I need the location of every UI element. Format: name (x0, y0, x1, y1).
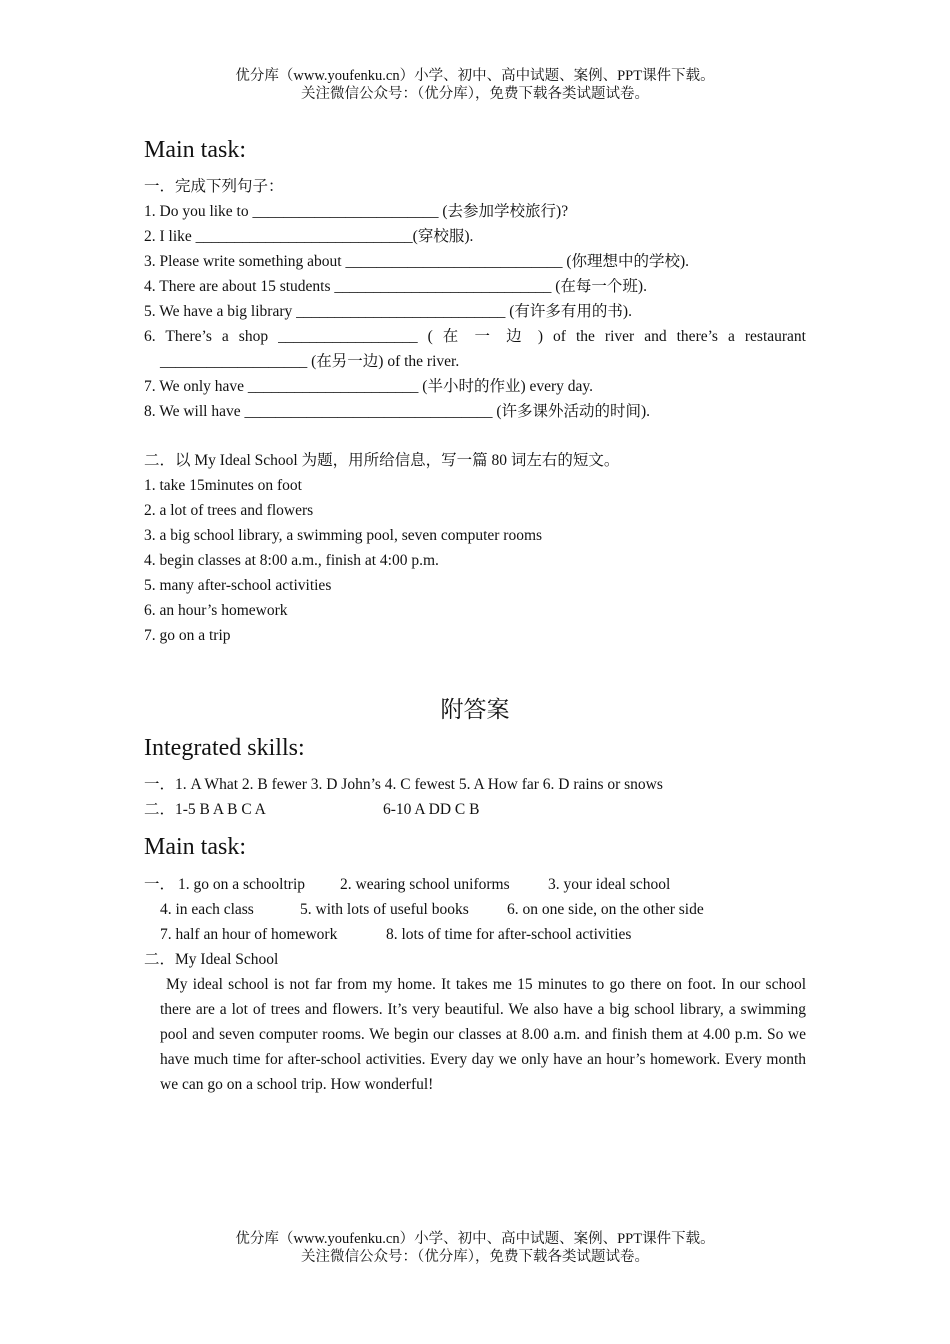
answers-main-task-title: Main task: (144, 834, 246, 860)
answers-part1-label: 一． (144, 876, 176, 893)
footer-line-2: 关注微信公众号：（优分库），免费下载各类试题试卷。 (301, 1249, 649, 1265)
part2-item: 6. an hour’s homework (144, 602, 288, 619)
model-essay: My ideal school is not far from my home. It takes me 15 minutes to go there on foot. In our school there are a lot of trees and flowers. It’s very beautiful. We also have a big school library, a swimming pool and seven computer rooms. We begin our classes at 8.00 a.m. and finish them at 4.00 p.m. So we have much time for after-school activities. Every day we only have an hour’s homework. Every month we can go on a school trip. How wonderful! (160, 976, 806, 1093)
part2-item: 3. a big school library, a swimming pool, seven computer rooms (144, 527, 543, 544)
answer-item: 3. your ideal school (548, 876, 671, 893)
answer-item: 7. half an hour of homework (160, 926, 338, 943)
part1-item: 2. I like ____________________________(穿校服). (144, 228, 474, 245)
part1-item: 5. We have a big library ___________________________ (有许多有用的书). (144, 303, 632, 320)
answers-part1-row (144, 875, 671, 895)
page-footer (0, 1230, 950, 1266)
part1-item: 3. Please write something about ____________________________ (你理想中的学校). (144, 253, 690, 270)
part2-item: 4. begin classes at 8:00 a.m., finish at 4:00 p.m. (144, 552, 439, 569)
answers-title: 附答案 (440, 697, 510, 722)
part1-item: 7. We only have ______________________ (半小时的作业) every day. (144, 378, 594, 395)
answer-item: 6. on one side, on the other side (507, 901, 704, 918)
integrated-answers-2 (144, 800, 480, 820)
part2-item: 1. take 15minutes on foot (144, 477, 302, 494)
part1-item: 8. We will have ________________________________ (许多课外活动的时间). (144, 403, 651, 420)
part1-item: 1. Do you like to ________________________ (去参加学校旅行)? (144, 203, 569, 220)
header-line-2: 关注微信公众号：（优分库），免费下载各类试题试卷。 (301, 86, 649, 102)
part1-heading: 一．完成下列句子： (144, 178, 284, 195)
answers-1-5: 二．1-5 B A B C A (144, 801, 266, 818)
part1-item: 6. There’s a shop __________________ ( 在 一 边 ) of the river and there’s a restaurant (144, 328, 806, 345)
main-task-title: Main task: (144, 137, 246, 163)
answer-item: 1. go on a schooltrip (178, 876, 305, 893)
answer-item: 5. with lots of useful books (300, 901, 469, 918)
part1-item: 4. There are about 15 students ____________________________ (在每一个班). (144, 278, 647, 295)
answer-item: 8. lots of time for after-school activities (386, 926, 632, 943)
part2-heading: 二．以 My Ideal School 为题，用所给信息，写一篇 80 词左右的短文。 (144, 452, 620, 469)
part2-item: 7. go on a trip (144, 627, 231, 644)
answers-6-10: 6-10 A DD C B (383, 801, 480, 818)
part2-item: 2. a lot of trees and flowers (144, 502, 314, 519)
integrated-answers-1: 一．1. A What 2. B fewer 3. D John’s 4. C fewest 5. A How far 6. D rains or snows (144, 776, 663, 793)
answer-item: 2. wearing school uniforms (340, 876, 510, 893)
part1-item-continued: ___________________ (在另一边) of the river. (160, 353, 460, 370)
footer-line-1: 优分库（www.youfenku.cn）小学、初中、高中试题、案例、PPT课件下载。 (235, 1231, 715, 1247)
part2-item: 5. many after-school activities (144, 577, 332, 594)
page-header (0, 67, 950, 103)
answers-part2-heading: 二．My Ideal School (144, 951, 279, 968)
answer-item: 4. in each class (160, 901, 254, 918)
header-line-1: 优分库（www.youfenku.cn）小学、初中、高中试题、案例、PPT课件下载。 (235, 68, 715, 84)
integrated-skills-title: Integrated skills: (144, 735, 305, 761)
